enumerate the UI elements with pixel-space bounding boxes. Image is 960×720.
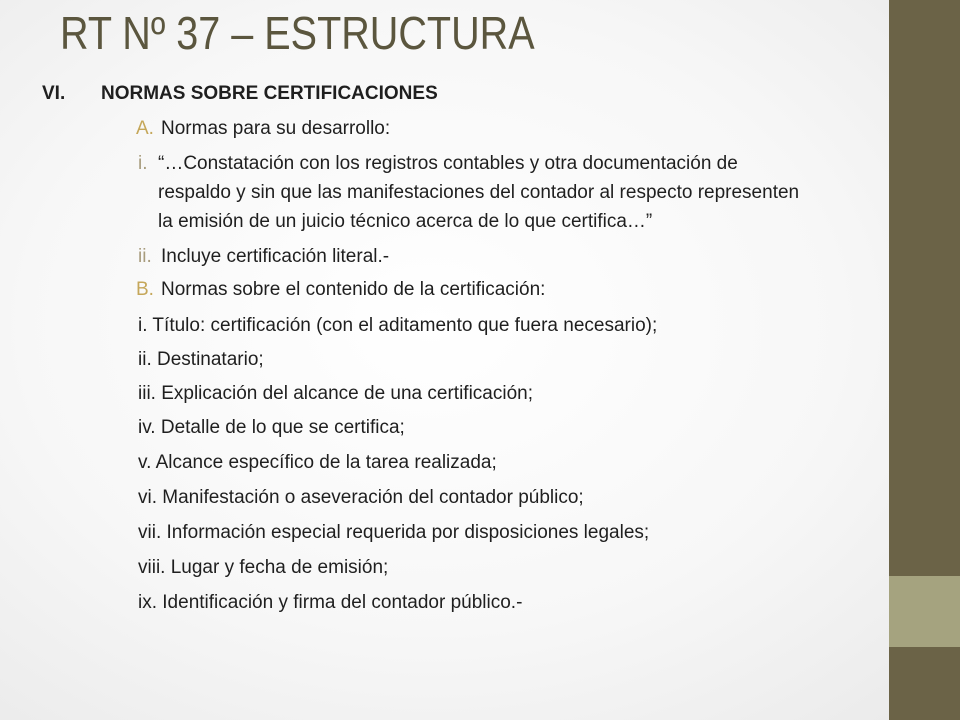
list-item: iii. Explicación del alcance de una certificación; [138, 383, 533, 404]
item-a-ii-marker: ii. [138, 246, 152, 267]
list-item: vii. Información especial requerida por disposiciones legales; [138, 522, 650, 543]
subsection-b-text: Normas sobre el contenido de la certificación: [161, 279, 546, 300]
list-item: iv. Detalle de lo que se certifica; [138, 417, 405, 438]
list-item: vi. Manifestación o aseveración del contador público; [138, 487, 584, 508]
side-bar-middle [889, 576, 960, 647]
subsection-b-marker: B. [136, 279, 154, 300]
list-item: ix. Identificación y firma del contador público.- [138, 592, 523, 613]
list-item: viii. Lugar y fecha de emisión; [138, 557, 389, 578]
section-heading: NORMAS SOBRE CERTIFICACIONES [101, 83, 438, 104]
list-item: v. Alcance específico de la tarea realizada; [138, 452, 497, 473]
list-item: ii. Destinatario; [138, 349, 264, 370]
subsection-a-marker: A. [136, 118, 154, 139]
item-a-i-line3: la emisión de un juicio técnico acerca de lo que certifica…” [158, 211, 653, 232]
side-bar-bottom [889, 647, 960, 720]
list-item: i. Título: certificación (con el aditamento que fuera necesario); [138, 315, 658, 336]
item-a-i-marker: i. [138, 153, 148, 174]
item-a-i-line2: respaldo y sin que las manifestaciones del contador al respecto representen [158, 182, 800, 203]
item-a-i-line1: “…Constatación con los registros contables y otra documentación de [158, 153, 738, 174]
item-a-ii-text: Incluye certificación literal.- [161, 246, 390, 267]
section-marker: VI. [42, 83, 66, 104]
side-bar-top [889, 0, 960, 576]
slide-title: RT Nº 37 – ESTRUCTURA [60, 7, 535, 59]
subsection-a-text: Normas para su desarrollo: [161, 118, 391, 139]
